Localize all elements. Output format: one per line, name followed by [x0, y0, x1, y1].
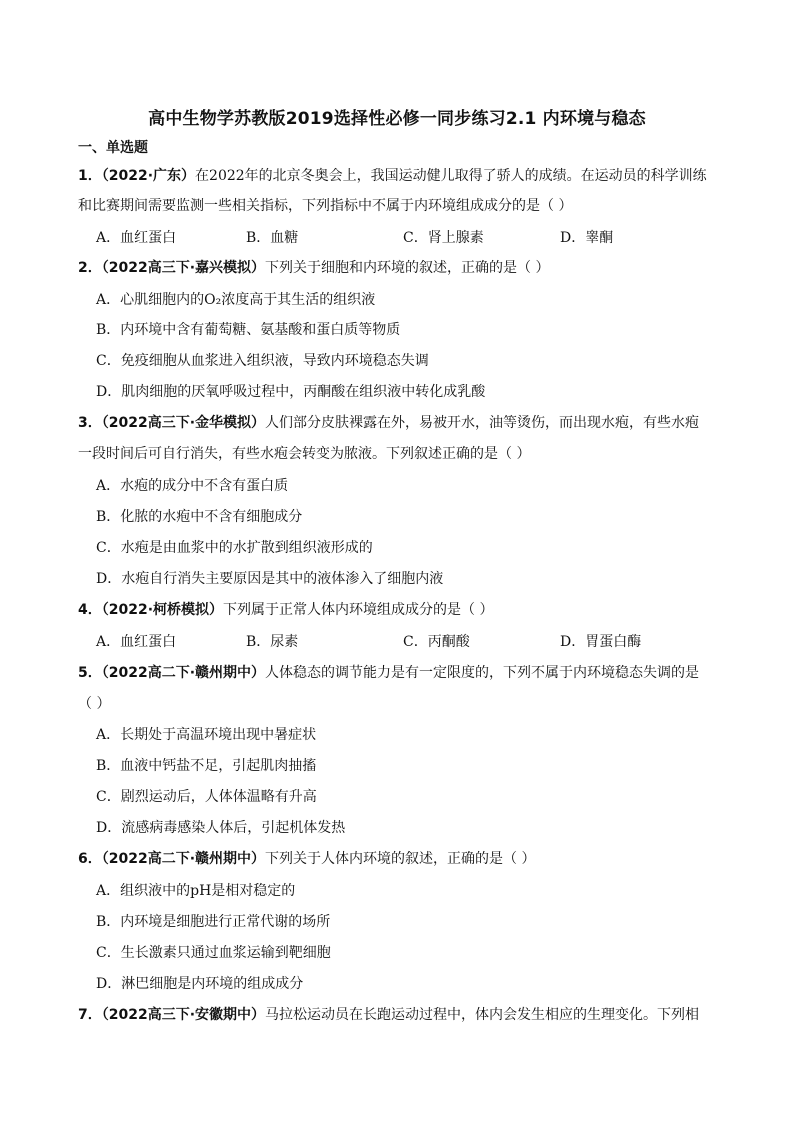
option-b: B．尿素: [246, 634, 299, 650]
question-3-option-b: B．化脓的水疱中不含有细胞成分: [96, 509, 303, 525]
option-a: A．血红蛋白: [96, 230, 177, 246]
question-source: （2022高三下·嘉兴模拟）: [101, 260, 266, 276]
question-text: 马拉松运动员在长跑运动过程中，体内会发生相应的生理变化。下列相: [265, 1007, 700, 1023]
question-text: 人们部分皮肤裸露在外，易被开水，油等烫伤，而出现水疱，有些水疱: [265, 415, 700, 431]
question-6-option-d: D．淋巴细胞是内环境的组成成分: [96, 976, 304, 992]
question-source: （2022·柯桥模拟）: [101, 602, 224, 618]
question-2-option-c: C．免疫细胞从血浆进入组织液，导致内环境稳态失调: [96, 353, 429, 369]
question-5-line-2: （ ）: [78, 696, 111, 712]
question-5-line-1: [78, 663, 714, 683]
option-a: A．血红蛋白: [96, 634, 177, 650]
option-c: C．肾上腺素: [403, 230, 484, 246]
option-d: D．睾酮: [560, 230, 614, 246]
question-text: 在2022年的北京冬奥会上，我国运动健儿取得了骄人的成绩。在运动员的科学训练: [195, 168, 707, 184]
question-number: 6．: [78, 851, 102, 867]
question-number: 3．: [78, 415, 102, 431]
option-c: C．丙酮酸: [403, 634, 470, 650]
question-4-line-1: [78, 600, 714, 620]
question-5-option-d: D．流感病毒感染人体后，引起机体发热: [96, 820, 346, 836]
question-number: 7．: [78, 1007, 102, 1023]
question-6-option-c: C．生长激素只通过血浆运输到靶细胞: [96, 945, 331, 961]
question-5-option-c: C．剧烈运动后，人体体温略有升高: [96, 789, 317, 805]
question-6-line-1: [78, 849, 714, 869]
option-d: D．胃蛋白酶: [560, 634, 642, 650]
question-1-options: [0, 228, 794, 248]
question-3-option-d: D．水疱自行消失主要原因是其中的液体渗入了细胞内液: [96, 571, 444, 587]
question-5-option-a: A．长期处于高温环境出现中暑症状: [96, 727, 317, 743]
question-2-option-d: D．肌肉细胞的厌氧呼吸过程中，丙酮酸在组织液中转化成乳酸: [96, 384, 486, 400]
question-2-option-a: A．心肌细胞内的O₂浓度高于其生活的组织液: [96, 292, 376, 308]
section-heading: 一、单选题: [78, 140, 148, 156]
question-text: 下列关于人体内环境的叙述，正确的是（ ）: [265, 851, 536, 867]
question-3-line-1: [78, 413, 714, 433]
question-4-options: [0, 632, 794, 652]
question-source: （2022高二下·赣州期中）: [101, 851, 266, 867]
question-7-line-1: [78, 1005, 714, 1025]
question-text: 下列关于细胞和内环境的叙述，正确的是（ ）: [265, 260, 550, 276]
option-b: B．血糖: [246, 230, 299, 246]
question-5-option-b: B．血液中钙盐不足，引起肌肉抽搐: [96, 758, 317, 774]
question-number: 5．: [78, 665, 102, 681]
question-3-line-2: 一段时间后可自行消失，有些水疱会转变为脓液。下列叙述正确的是（ ）: [78, 446, 531, 462]
question-2-option-b: B．内环境中含有葡萄糖、氨基酸和蛋白质等物质: [96, 322, 401, 338]
question-text: 下列属于正常人体内环境组成成分的是（ ）: [223, 602, 494, 618]
question-number: 4．: [78, 602, 102, 618]
question-source: （2022高三下·安徽期中）: [101, 1007, 266, 1023]
question-number: 1．: [78, 168, 102, 184]
question-1-line-1: [78, 166, 714, 186]
question-3-option-a: A．水疱的成分中不含有蛋白质: [96, 478, 289, 494]
question-6-option-b: B．内环境是细胞进行正常代谢的场所: [96, 914, 331, 930]
question-source: （2022·广东）: [101, 168, 196, 184]
question-1-line-2: 和比赛期间需要监测一些相关指标，下列指标中不属于内环境组成成分的是（ ）: [78, 198, 573, 214]
question-6-option-a: A．组织液中的pH是相对稳定的: [96, 883, 296, 899]
question-3-option-c: C．水疱是由血浆中的水扩散到组织液形成的: [96, 540, 373, 556]
question-text: 人体稳态的调节能力是有一定限度的，下列不属于内环境稳态失调的是: [265, 665, 700, 681]
question-number: 2．: [78, 260, 102, 276]
question-source: （2022高二下·赣州期中）: [101, 665, 266, 681]
question-source: （2022高三下·金华模拟）: [101, 415, 266, 431]
question-2-line-1: [78, 258, 714, 278]
page-title: 高中生物学苏教版2019选择性必修一同步练习2.1 内环境与稳态: [148, 109, 646, 129]
